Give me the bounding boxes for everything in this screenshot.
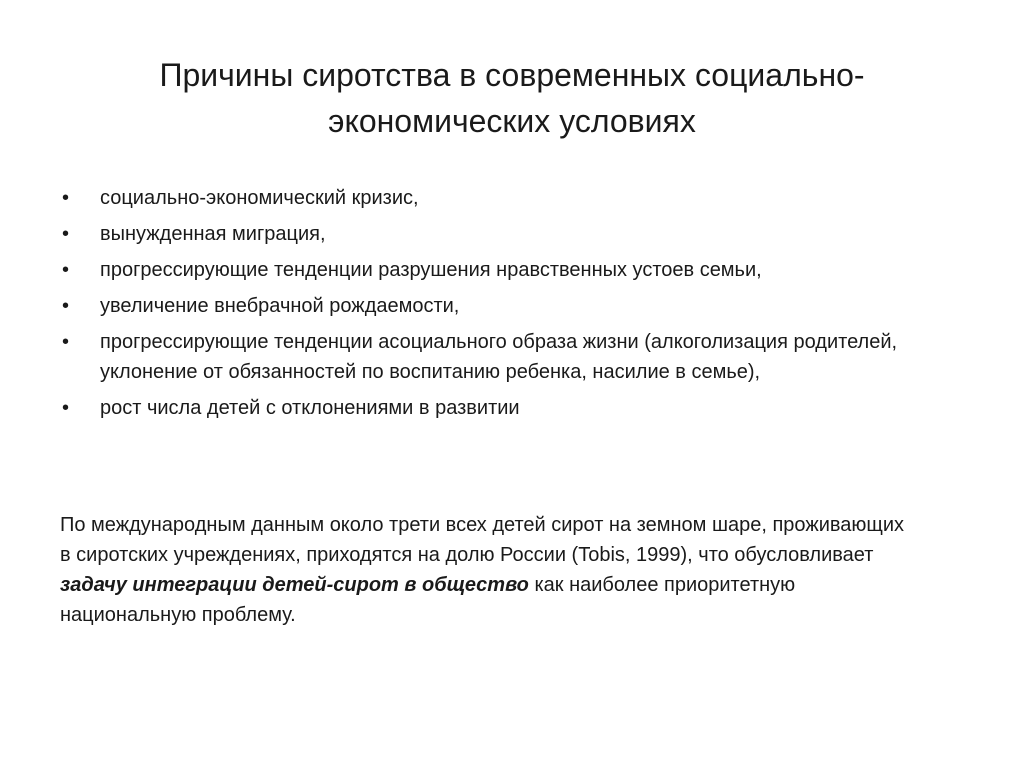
bullet-list xyxy=(60,183,980,429)
list-item xyxy=(60,219,980,249)
list-item xyxy=(60,255,980,285)
bullet-icon: • xyxy=(62,295,70,317)
bullet-text: социально-экономический кризис, xyxy=(100,187,419,209)
paragraph-text-start: По международным данным около трети всех детей сирот на земном шаре, проживающих в сиротских учреждениях, приходятся на долю России (Tobis, 1999), что обусловливает xyxy=(60,514,905,566)
paragraph-text-end: как наиболее приоритетную национальную проблему. xyxy=(60,574,796,626)
list-item xyxy=(60,393,980,423)
bullet-text: вынужденная миграция, xyxy=(100,223,326,245)
bullet-icon: • xyxy=(62,223,70,245)
paragraph-emphasis: задачу интеграции детей-сирот в общество xyxy=(60,574,529,596)
bullet-icon: • xyxy=(62,187,70,209)
list-item xyxy=(60,291,980,321)
summary-paragraph xyxy=(60,510,920,630)
bullet-text: увеличение внебрачной рождаемости, xyxy=(100,295,460,317)
list-item xyxy=(60,183,980,213)
bullet-icon: • xyxy=(62,259,70,281)
bullet-icon: • xyxy=(62,331,70,353)
slide-title: Причины сиротства в современных социально-экономических условиях xyxy=(159,57,865,139)
list-item xyxy=(60,327,980,387)
bullet-text: прогрессирующие тенденции асоциального образа жизни (алкоголизация родителей, уклонение от обязанностей по воспитанию ребенка, насилие в семье), xyxy=(100,331,898,383)
bullet-icon: • xyxy=(62,397,70,419)
bullet-text: рост числа детей с отклонениями в развитии xyxy=(100,397,520,419)
bullet-text: прогрессирующие тенденции разрушения нравственных устоев семьи, xyxy=(100,259,762,281)
